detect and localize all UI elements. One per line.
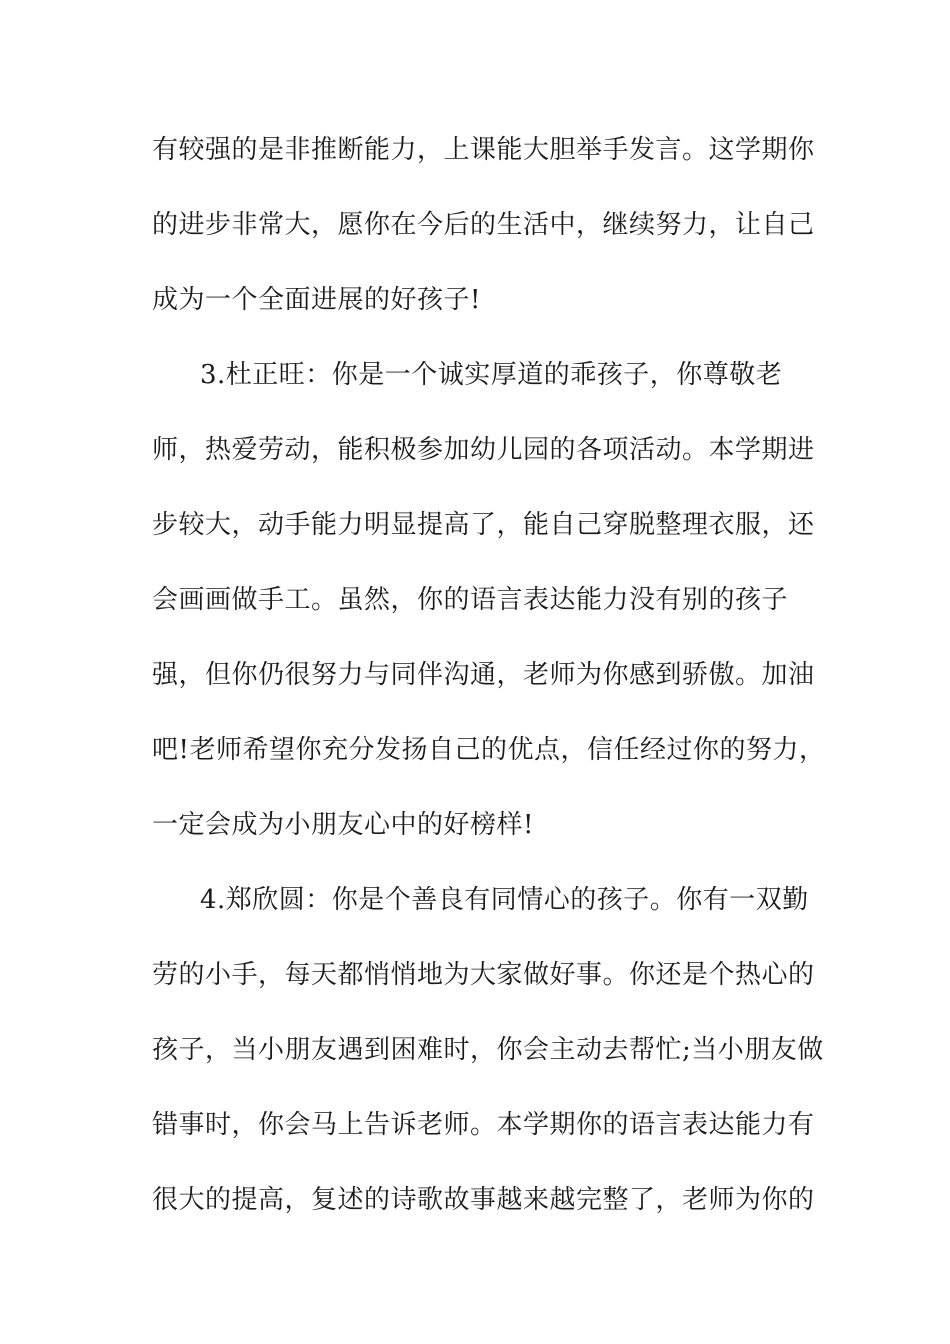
text-line: 错事时，你会马上告诉老师。本学期你的语言表达能力有 — [152, 1110, 815, 1140]
text-line: 师，热爱劳动，能积极参加幼儿园的各项活动。本学期进 — [152, 435, 815, 465]
paragraph-start-3: 3.杜正旺：你是一个诚实厚道的乖孩子，你尊敬老 — [200, 360, 783, 390]
text-line: 吧!老师希望你充分发扬自己的优点，信任经过你的努力， — [152, 735, 826, 765]
text-line: 一定会成为小朋友心中的好榜样! — [152, 810, 534, 840]
text-line: 很大的提高，复述的诗歌故事越来越完整了，老师为你的 — [152, 1185, 815, 1215]
text-line: 劳的小手，每天都悄悄地为大家做好事。你还是个热心的 — [152, 960, 815, 990]
text-line: 会画画做手工。虽然，你的语言表达能力没有别的孩子 — [152, 585, 789, 615]
text-line: 有较强的是非推断能力，上课能大胆举手发言。这学期你 — [152, 135, 815, 165]
text-line: 的进步非常大，愿你在今后的生活中，继续努力，让自己 — [152, 210, 815, 240]
text-line: 成为一个全面进展的好孩子! — [152, 285, 481, 315]
text-line: 孩子，当小朋友遇到困难时，你会主动去帮忙;当小朋友做 — [152, 1035, 824, 1065]
text-line: 步较大，动手能力明显提高了，能自己穿脱整理衣服，还 — [152, 510, 815, 540]
paragraph-start-4: 4.郑欣圆：你是个善良有同情心的孩子。你有一双勤 — [200, 885, 809, 915]
text-line: 强，但你仍很努力与同伴沟通，老师为你感到骄傲。加油 — [152, 660, 815, 690]
